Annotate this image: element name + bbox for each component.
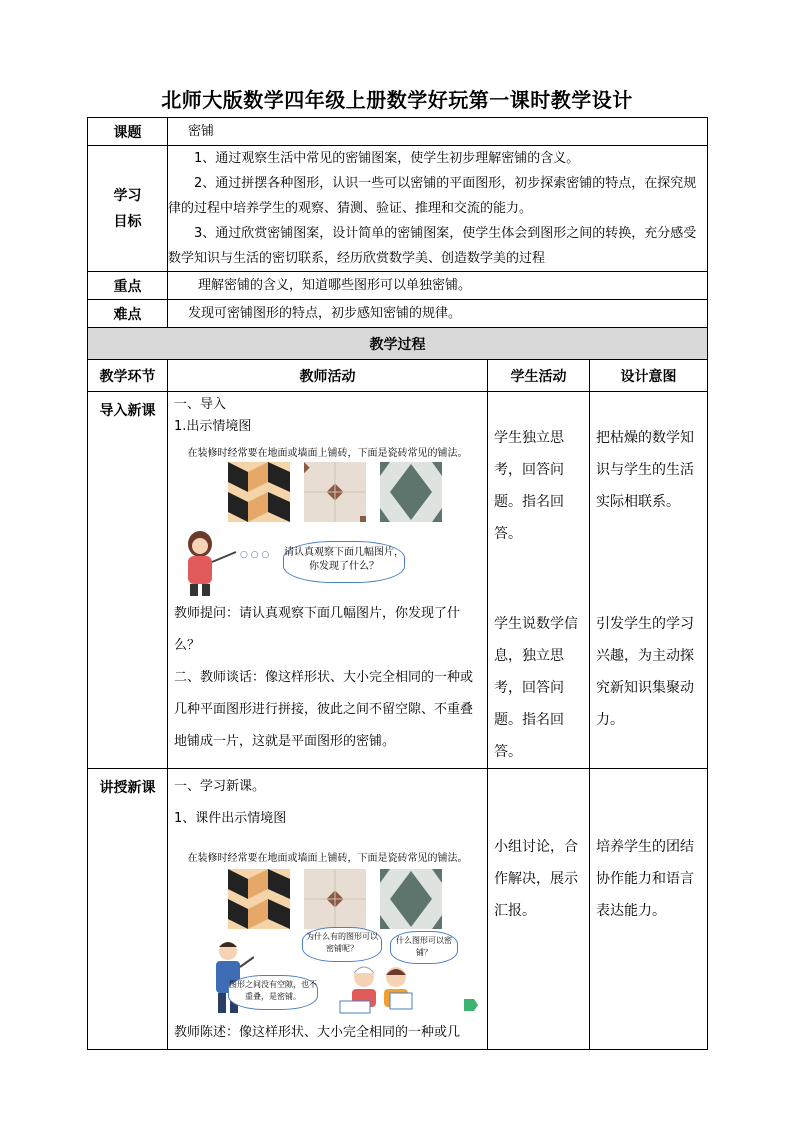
goal-item: 1、通过观察生活中常见的密铺图案，使学生初步理解密铺的含义。 [194,151,580,166]
stage-intro-intent [590,392,708,769]
page-title: 北师大版数学四年级上册数学好玩第一课时教学设计 [161,88,633,112]
lesson-table [87,117,708,1050]
tile-diamond-image [380,462,442,522]
header-student: 学生活动 [488,360,590,392]
stage-new-intent [590,769,708,1050]
line: 一、学习新课。 [174,779,266,794]
children-reading-image [336,963,426,1015]
speech-bubble-b: 什么图形可以密铺？ [390,931,458,964]
dots-icon: ○ ○ ○ [240,550,270,560]
teacher-figure-image [178,530,238,596]
stage-new-student [488,769,590,1050]
tile-cubes-image [228,462,290,522]
illus-caption: 在装修时经常要在地面或墙面上铺砖，下面是瓷砖常见的铺法。 [187,448,468,459]
student-note: 小组讨论，合作解决，展示汇报。 [494,839,578,919]
goal-item: 2、通过拼摆各种图形，认识一些可以密铺的平面图形，初步探索密铺的特点，在探究规律的过程中培养学生的观察、猜测、验证、推理和交流的能力。 [168,176,697,216]
student-note: 学生说数学信息，独立思考，回答问题。指名回答。 [494,616,578,760]
tiling-illustration-2 [168,835,487,1017]
tile-cubes-image [228,869,290,929]
stage-new-teacher [168,769,488,1050]
intent-note: 培养学生的团结协作能力和语言表达能力。 [596,839,694,919]
intent-note: 把枯燥的数学知识与学生的生活实际相联系。 [596,430,694,510]
stage-intro-student [488,392,590,769]
line: 教师陈述：像这样形状、大小完全相同的一种或几 [174,1025,461,1040]
topic-value: 密铺 [168,118,708,146]
stage-new-label: 讲授新课 [88,769,168,1050]
goal-item: 3、通过欣赏密铺图案，设计简单的密铺图案，使学生体会到图形之间的转换，充分感受数学知识与生活的密切联系，经历欣赏数学美、创造数学美的过程 [168,226,697,266]
illus-caption: 在装修时经常要在地面或墙面上铺砖，下面是瓷砖常见的铺法。 [187,853,468,864]
line: 教师提问：请认真观察下面几幅图片，你发现了什么？ [174,606,461,653]
tile-marble-image [304,869,366,929]
student-note: 学生独立思考，回答问题。指名回答。 [494,430,564,542]
header-stage: 教学环节 [88,360,168,392]
key-label: 重点 [88,272,168,300]
difficult-label: 难点 [88,300,168,328]
speech-bubble-a: 为什么有的图形可以密铺呢？ [302,927,382,962]
key-value: 理解密铺的含义，知道哪些图形可以单独密铺。 [168,272,708,300]
line: 一、导入 [174,397,227,412]
tiling-illustration [168,438,487,598]
line: 1.出示情境图 [174,419,252,434]
stage-intro-teacher [168,392,488,769]
header-teacher: 教师活动 [168,360,488,392]
process-title: 教学过程 [88,328,708,360]
speech-bubble: 请认真观察下面几幅图片，你发现了什么？ [283,541,405,583]
header-intent: 设计意图 [590,360,708,392]
line: 二、教师谈话：像这样形状、大小完全相同的一种或几种平面图形进行拼接，彼此之间不留空隙、不重叠地铺成一片，这就是平面图形的密铺。 [174,670,474,749]
difficult-value: 发现可密铺图形的特点，初步感知密铺的规律。 [168,300,708,328]
tile-diamond-image [380,869,442,929]
intent-note: 引发学生的学习兴趣，为主动探究新知识集聚动力。 [596,616,694,728]
next-arrow-icon[interactable] [464,999,478,1011]
line: 1、课件出示情境图 [174,811,287,826]
topic-label: 课题 [88,118,168,146]
stage-intro-label: 导入新课 [88,392,168,769]
speech-bubble-teacher: 图形之间没有空隙，也不重叠，是密铺。 [228,975,318,1010]
goals-label: 学习目标 [88,146,168,272]
tile-marble-image [304,462,366,522]
goals-list [168,146,708,272]
